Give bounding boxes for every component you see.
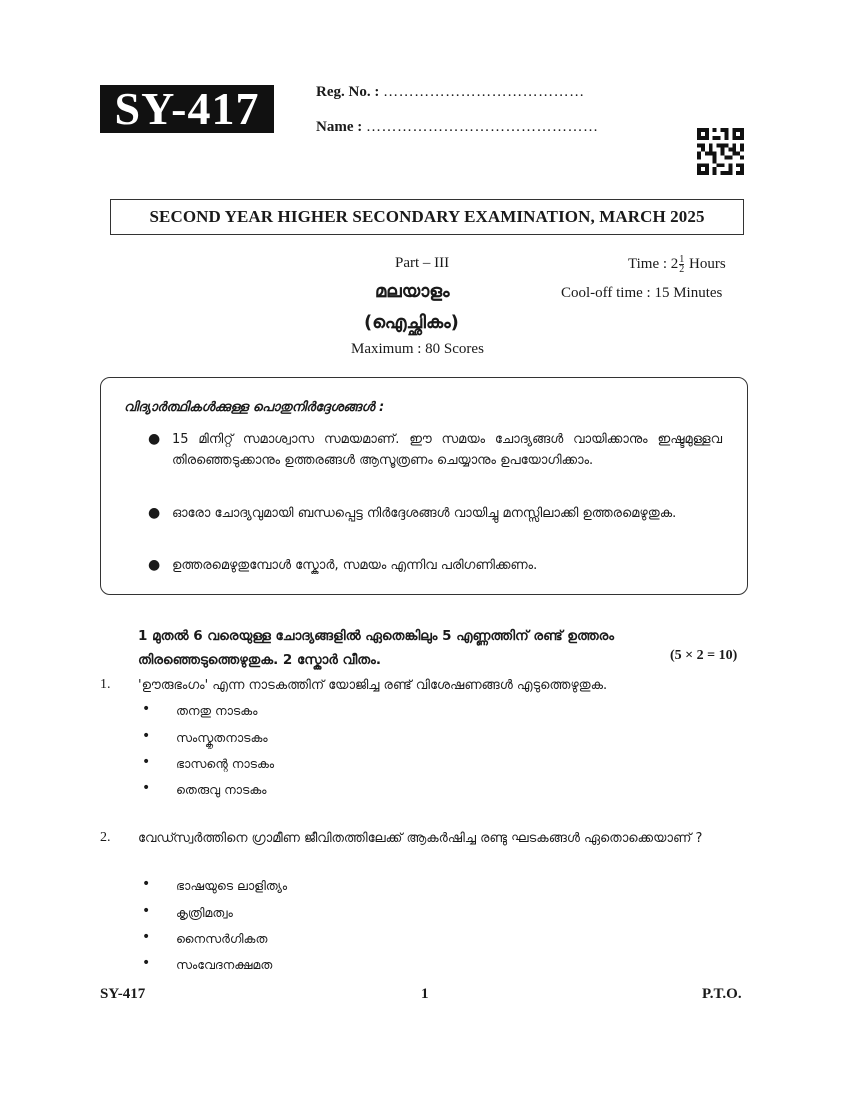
option-item xyxy=(142,929,268,947)
bullet-icon: • xyxy=(142,780,151,796)
subject-subtitle: (ഐച്ഛികം) xyxy=(364,312,459,333)
instruction-text: ഉത്തരമെഴുതുമ്പോൾ സ്കോർ, സമയം എന്നിവ പരിഗണിക്കണം. xyxy=(172,558,538,573)
question-number: 1. xyxy=(100,677,111,692)
instruction-text: 15 മിനിറ്റ് സമാശ്വാസ സമയമാണ്. ഈ സമയം ചോദ്യങ്ങൾ വായിക്കാനും ഇഷ്ടമുള്ളവ തിരഞ്ഞെടുക്കാനും ഉത്തരങ്ങൾ ആസൂത്രണം ചെയ്യാനും ഉപയോഗിക്കാം. xyxy=(172,432,722,468)
cooloff-time: Cool-off time : 15 Minutes xyxy=(561,285,723,301)
name-field: ……………………………………… xyxy=(365,119,599,135)
bullet-icon: • xyxy=(142,876,151,892)
time-suffix: Hours xyxy=(689,255,726,272)
question-number: 2. xyxy=(100,830,111,845)
option-text: സംവേദനക്ഷമത xyxy=(176,957,273,972)
pto-label: P.T.O. xyxy=(702,986,742,1002)
instruction-item xyxy=(148,555,722,576)
bullet-icon: • xyxy=(142,728,151,744)
reg-no-line xyxy=(316,84,585,101)
bullet-icon: • xyxy=(142,701,151,717)
time-fraction xyxy=(679,255,684,274)
part-label: Part – III xyxy=(395,255,450,271)
exam-title: SECOND YEAR HIGHER SECONDARY EXAMINATION, MARCH 2025 xyxy=(110,199,744,235)
option-item xyxy=(142,701,258,719)
option-item xyxy=(142,876,288,894)
section-marks: (5 × 2 = 10) xyxy=(670,648,738,663)
instruction-text: ഓരോ ചോദ്യവുമായി ബന്ധപ്പെട്ട നിർദ്ദേശങ്ങൾ വായിച്ചു മനസ്സിലാക്കി ഉത്തരമെഴുതുക. xyxy=(172,506,677,521)
footer-paper-code: SY-417 xyxy=(100,986,146,1002)
subject-title: മലയാളം xyxy=(375,281,450,302)
max-score: Maximum : 80 Scores xyxy=(351,341,484,357)
option-item xyxy=(142,903,233,921)
question-text: വേഡ്സ്വർത്തിനെ ഗ്രാമീണ ജീവിതത്തിലേക്ക് ആകർഷിച്ച രണ്ടു ഘടകങ്ങൾ ഏതൊക്കെയാണ് ? xyxy=(138,831,703,846)
bullet-icon: • xyxy=(142,955,151,971)
bullet-icon: • xyxy=(142,754,151,770)
paper-code-badge: SY-417 xyxy=(100,85,274,133)
bullet-icon: ● xyxy=(148,505,161,521)
option-text: കൃത്രിമത്വം xyxy=(176,905,233,920)
section-heading: 1 മുതൽ 6 വരെയുള്ള ചോദ്യങ്ങളിൽ ഏതെങ്കിലും 5 എണ്ണത്തിന് രണ്ട് ഉത്തരം തിരഞ്ഞെടുത്തെഴുതുക. 2 സ്കോർ വീതം. xyxy=(138,628,615,668)
fraction-numerator: 1 xyxy=(679,254,685,265)
question-text: 'ഊരുഭംഗം' എന്ന നാടകത്തിന് യോജിച്ച രണ്ട് വിശേഷണങ്ങൾ എടുത്തെഴുതുക. xyxy=(138,678,608,693)
instruction-item xyxy=(148,429,722,471)
fraction-denominator: 2 xyxy=(679,264,685,275)
time-label xyxy=(628,255,726,274)
option-text: സംസ്കൃതനാടകം xyxy=(176,730,268,745)
bullet-icon: ● xyxy=(148,431,161,447)
bullet-icon: • xyxy=(142,929,151,945)
time-prefix: Time : 2 xyxy=(628,255,679,272)
option-text: ഭാഷയുടെ ലാളിത്യം xyxy=(176,878,288,893)
instruction-item xyxy=(148,503,722,524)
bullet-icon: ● xyxy=(148,557,161,573)
page-number: 1 xyxy=(421,986,429,1002)
bullet-icon: • xyxy=(142,903,151,919)
option-item xyxy=(142,955,273,973)
option-item xyxy=(142,780,267,798)
option-text: ഭാസന്റെ നാടകം xyxy=(176,756,275,771)
qr-code-icon xyxy=(697,128,744,175)
name-line xyxy=(316,119,598,136)
instructions-heading: വിദ്യാർത്ഥികൾക്കുള്ള പൊതുനിർദ്ദേശങ്ങൾ : xyxy=(124,400,385,415)
reg-no-field: ………………………………… xyxy=(383,84,585,100)
name-label: Name : xyxy=(316,119,363,135)
option-text: തെരുവു നാടകം xyxy=(176,782,267,797)
reg-no-label: Reg. No. : xyxy=(316,84,380,100)
option-item xyxy=(142,754,275,772)
option-text: നൈസർഗികത xyxy=(176,931,268,946)
option-text: തനതു നാടകം xyxy=(176,703,258,718)
option-item xyxy=(142,728,268,746)
